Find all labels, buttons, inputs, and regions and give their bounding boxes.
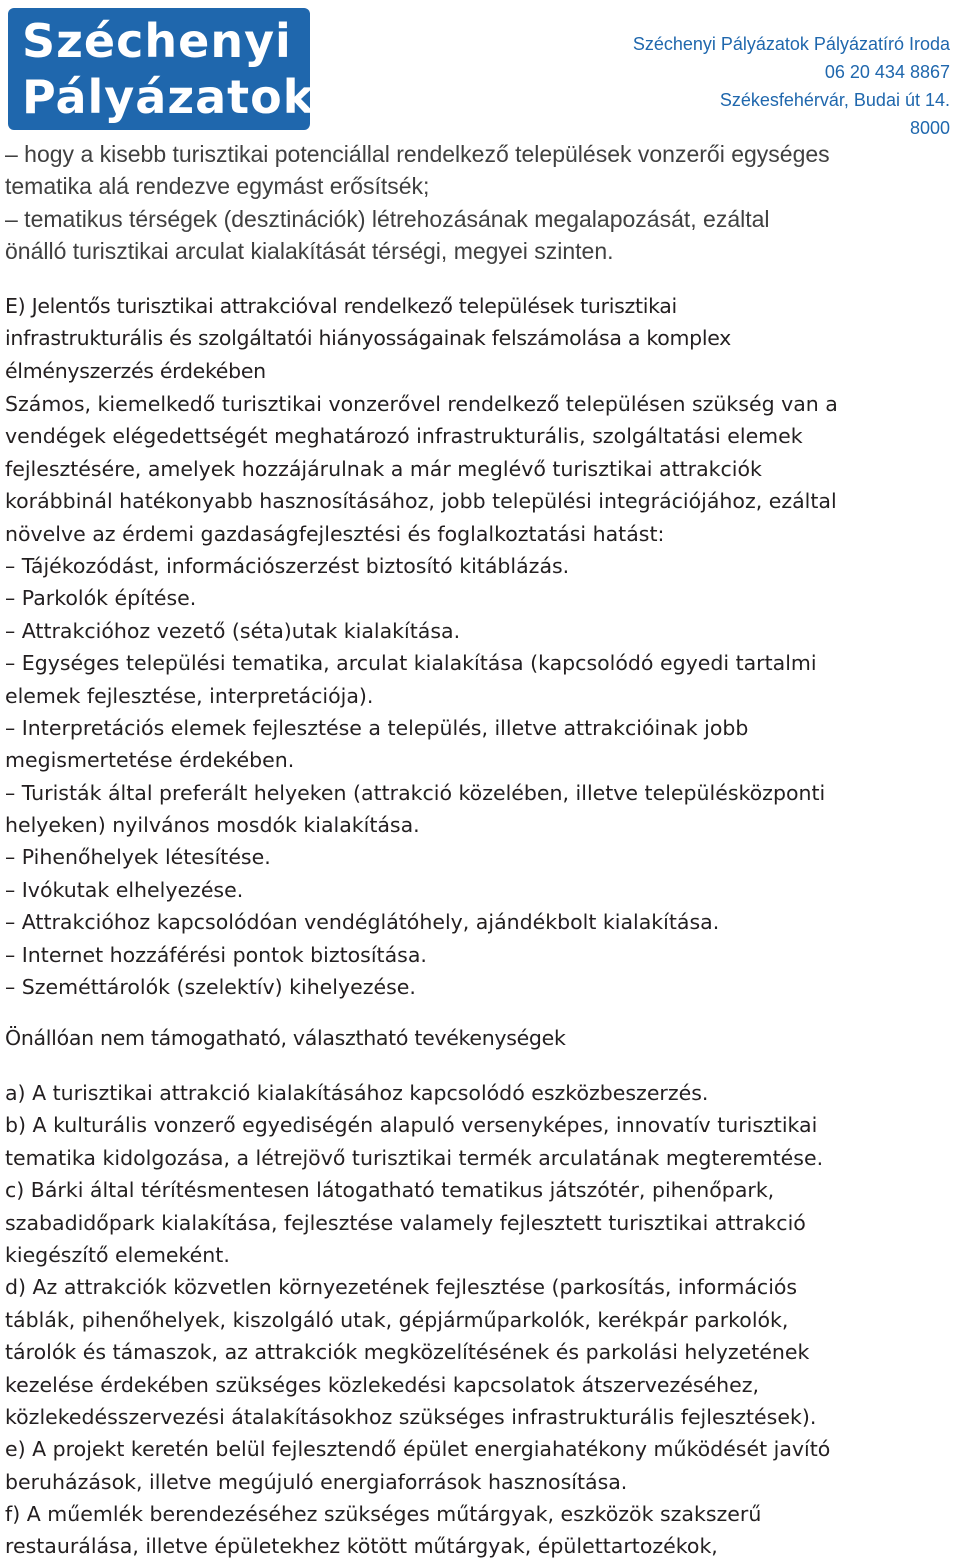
section-e-heading (5, 290, 955, 387)
contact-postcode: 8000 (909, 118, 950, 138)
list-item: kezelése érdekében szükséges közlekedési kapcsolatok átszervezéséhez, (5, 1372, 760, 1397)
list-item: – Attrakcióhoz vezető (séta)utak kialakítása. (5, 618, 461, 643)
heading-line: Önállóan nem támogatható, választható tevékenységek (5, 1026, 566, 1050)
contact-address: Székesfehérvár, Budai út 14. (719, 90, 950, 110)
list-item: táblák, pihenőhelyek, kiszolgáló utak, gépjárműparkolók, kerékpár parkolók, (5, 1307, 789, 1332)
logo-line-2: Pályázatok (22, 70, 315, 124)
list-item: – Ivókutak elhelyezése. (5, 877, 244, 902)
list-item: elemek fejlesztése, interpretációja). (5, 683, 374, 708)
section-e-body (5, 388, 955, 1003)
list-item: – Tájékozódást, információszerzést biztosító kitáblázás. (5, 553, 570, 578)
list-item: f) A műemlék berendezéséhez szükséges műtárgyak, eszközök szakszerű (5, 1502, 762, 1527)
list-item: – Parkolók építése. (5, 586, 197, 611)
list-item: – Turisták által preferált helyeken (attrakció közelében, illetve településközponti (5, 780, 826, 805)
contact-info (633, 30, 950, 142)
text-line: Számos, kiemelkedő turisztikai vonzerővel rendelkező településen szükség van a (5, 392, 838, 416)
text-line: – hogy a kisebb turisztikai potenciállal rendelkező települések vonzerői egységes (5, 141, 830, 167)
text-line: növelve az érdemi gazdaságfejlesztési és foglalkoztatási hatást: (5, 521, 665, 546)
intro-bullets (5, 138, 955, 268)
list-item: helyeken) nyilvános mosdók kialakítása. (5, 813, 420, 838)
list-item: – Egységes települési tematika, arculat kialakítása (kapcsolódó egyedi tartalmi (5, 651, 817, 676)
list-item: közlekedésszervezési átalakításokhoz szükséges infrastrukturális fejlesztések). (5, 1404, 817, 1429)
list-item: b) A kulturális vonzerő egyediségén alapuló versenyképes, innovatív turisztikai (5, 1113, 818, 1138)
section-optional-heading (5, 1022, 955, 1054)
contact-office-name: Széchenyi Pályázatok Pályázatíró Iroda (632, 34, 950, 54)
list-item: szabadidőpark kialakítása, fejlesztése valamely fejlesztett turisztikai attrakció (5, 1210, 806, 1235)
list-item: c) Bárki által térítésmentesen látogatható tematikus játszótér, pihenőpark, (5, 1178, 775, 1203)
text-line: – tematikus térségek (desztinációk) létrehozásának megalapozását, ezáltal (5, 205, 770, 232)
szechenyi-palyazatok-logo (8, 8, 315, 130)
list-item: tárolók és támaszok, az attrakciók megközelítésének és parkolási helyzetének (5, 1340, 810, 1365)
list-item: megismertetése érdekében. (5, 748, 295, 773)
heading-line: infrastrukturális és szolgáltatói hiányosságainak felszámolása a komplex (5, 326, 732, 351)
list-item: restaurálása, illetve épületekhez kötött műtárgyak, épülettartozékok, (5, 1534, 718, 1559)
list-item: – Szeméttárolók (szelektív) kihelyezése. (5, 975, 416, 1000)
contact-phone: 06 20 434 8867 (824, 62, 950, 82)
list-item: – Internet hozzáférési pontok biztosítása. (5, 942, 427, 967)
section-optional-body (5, 1077, 955, 1563)
list-item: – Interpretációs elemek fejlesztése a település, illetve attrakcióinak jobb (5, 715, 749, 740)
list-item: tematika kidolgozása, a létrejövő turisztikai termék arculatának megteremtése. (5, 1145, 824, 1170)
list-item: beruházások, illetve megújuló energiaforrások hasznosítása. (5, 1469, 628, 1494)
text-line: önálló turisztikai arculat kialakítását térségi, megyei szinten. (5, 238, 614, 265)
list-item: a) A turisztikai attrakció kialakításához kapcsolódó eszközbeszerzés. (5, 1081, 709, 1105)
list-item: d) Az attrakciók közvetlen környezetének fejlesztése (parkosítás, információs (5, 1275, 798, 1300)
list-item: kiegészítő elemeként. (5, 1242, 230, 1267)
text-line: korábbinál hatékonyabb hasznosításához, jobb települési integrációjához, ezáltal (5, 489, 837, 514)
heading-line: E) Jelentős turisztikai attrakcióval rendelkező települések turisztikai (5, 294, 677, 318)
logo-line-1: Széchenyi (22, 14, 292, 68)
text-line: fejlesztésére, amelyek hozzájárulnak a már meglévő turisztikai attrakciók (5, 456, 762, 481)
list-item: – Attrakcióhoz kapcsolódóan vendéglátóhely, ajándékbolt kialakítása. (5, 910, 720, 935)
heading-line: élményszerzés érdekében (5, 358, 266, 383)
text-line: vendégek elégedettségét meghatározó infrastrukturális, szolgáltatási elemek (5, 424, 803, 449)
text-line: tematika alá rendezve egymást erősítsék; (5, 173, 430, 200)
list-item: e) A projekt keretén belül fejlesztendő épület energiahatékony működését javító (5, 1437, 831, 1462)
list-item: – Pihenőhelyek létesítése. (5, 845, 271, 870)
